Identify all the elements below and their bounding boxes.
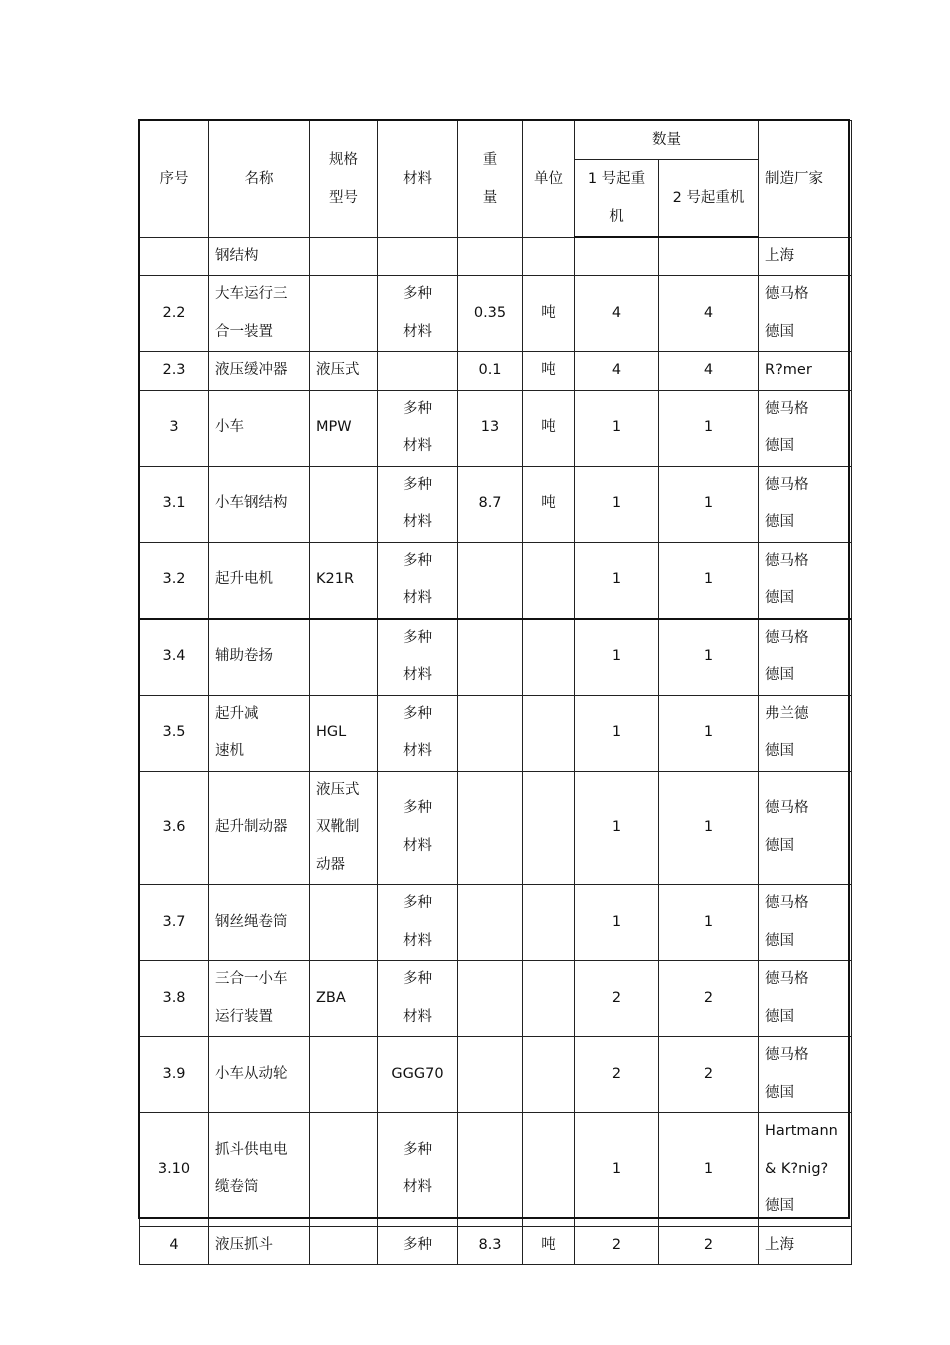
cell-quantity-crane2: 1	[659, 771, 759, 885]
cell-name-line: 小车从动轮	[215, 1065, 288, 1082]
table-row	[140, 1037, 852, 1113]
cell-seq: 2.2	[140, 276, 209, 352]
header-weight	[458, 121, 523, 238]
cell-material-line: 多种	[403, 1236, 432, 1253]
cell-spec	[310, 237, 378, 276]
cell-quantity-crane1: 1	[575, 390, 659, 466]
cell-material-line: 材料	[403, 514, 432, 530]
cell-material	[378, 352, 458, 391]
table-row	[140, 542, 852, 619]
table-row	[140, 466, 852, 542]
cell-seq: 3.1	[140, 466, 209, 542]
cell-weight: 0.35	[458, 276, 523, 352]
cell-maker-line: 德国	[765, 932, 794, 949]
cell-maker	[759, 619, 852, 696]
cell-quantity-crane2: 1	[659, 885, 759, 961]
cell-name-line: 小车	[215, 419, 244, 436]
cell-material-line: 多种	[403, 705, 432, 722]
cell-maker	[759, 961, 852, 1037]
cell-maker	[759, 276, 852, 352]
cell-spec	[310, 771, 378, 885]
cell-seq: 3.4	[140, 619, 209, 696]
header-row	[140, 121, 852, 160]
cell-unit: 吨	[523, 352, 575, 391]
cell-maker-line: Hartmann	[765, 1123, 838, 1139]
cell-maker-line: 弗兰德	[765, 705, 809, 722]
cell-maker-line: 德马格	[765, 895, 809, 911]
cell-quantity-crane2: 2	[659, 961, 759, 1037]
cell-maker-line: & K?nig?	[765, 1160, 829, 1177]
cell-material	[378, 885, 458, 961]
cell-name-line: 起升减	[215, 705, 259, 722]
cell-name-line: 三合一小车	[215, 971, 288, 987]
cell-seq: 3.9	[140, 1037, 209, 1113]
cell-name	[209, 1037, 310, 1113]
cell-quantity-crane2	[659, 237, 759, 276]
table-row	[140, 961, 852, 1037]
cell-material-line: 材料	[403, 667, 432, 683]
cell-weight	[458, 885, 523, 961]
cell-quantity-crane2: 1	[659, 695, 759, 771]
cell-weight	[458, 961, 523, 1037]
cell-material-line: 材料	[403, 323, 432, 340]
cell-quantity-crane2: 2	[659, 1037, 759, 1113]
cell-spec-line: ZBA	[316, 989, 346, 1006]
cell-quantity-crane1: 1	[575, 885, 659, 961]
cell-material	[378, 542, 458, 619]
cell-unit	[523, 619, 575, 696]
cell-spec	[310, 961, 378, 1037]
header-spec-line: 规格	[329, 151, 358, 168]
cell-name	[209, 276, 310, 352]
cell-weight	[458, 1037, 523, 1113]
cell-spec	[310, 885, 378, 961]
cell-name-line: 大车运行三	[215, 286, 288, 302]
cell-quantity-crane1: 2	[575, 1037, 659, 1113]
cell-quantity-crane1: 2	[575, 961, 659, 1037]
cell-quantity-crane2: 4	[659, 352, 759, 391]
header-material: 材料	[378, 121, 458, 238]
cell-seq: 2.3	[140, 352, 209, 391]
cell-material	[378, 390, 458, 466]
cell-name-line: 液压抓斗	[215, 1236, 273, 1253]
table-row	[140, 237, 852, 276]
cell-spec	[310, 352, 378, 391]
cell-seq: 3.8	[140, 961, 209, 1037]
cell-seq: 3.6	[140, 771, 209, 885]
cell-quantity-crane1: 1	[575, 542, 659, 619]
cell-name-line: 缆卷筒	[215, 1179, 259, 1196]
cell-maker-line: 德马格	[765, 971, 809, 987]
cell-name	[209, 1226, 310, 1265]
cell-seq: 4	[140, 1226, 209, 1265]
cell-weight	[458, 695, 523, 771]
cell-quantity-crane2: 1	[659, 1113, 759, 1227]
cell-weight	[458, 619, 523, 696]
cell-spec-line: 双靴制	[316, 819, 360, 835]
cell-maker-line: 德马格	[765, 629, 809, 646]
cell-material	[378, 771, 458, 885]
cell-material	[378, 695, 458, 771]
header-seq: 序号	[140, 121, 209, 238]
cell-name-line: 起升电机	[215, 571, 273, 588]
cell-name	[209, 352, 310, 391]
cell-material-line: 多种	[403, 552, 432, 569]
cell-quantity-crane2: 2	[659, 1226, 759, 1265]
cell-quantity-crane1	[575, 237, 659, 276]
cell-spec-line: MPW	[316, 419, 352, 436]
cell-material-line: 材料	[403, 438, 432, 454]
cell-quantity-crane2: 1	[659, 466, 759, 542]
cell-unit: 吨	[523, 390, 575, 466]
cell-spec	[310, 542, 378, 619]
cell-unit	[523, 771, 575, 885]
cell-material-line: 材料	[403, 743, 432, 759]
cell-name-line: 钢结构	[215, 247, 259, 264]
header-spec-line: 型号	[329, 189, 358, 206]
cell-weight: 0.1	[458, 352, 523, 391]
cell-material-line: 材料	[403, 837, 432, 854]
header-unit: 单位	[523, 121, 575, 238]
cell-maker-line: 德国	[765, 837, 794, 854]
cell-name	[209, 885, 310, 961]
cell-unit: 吨	[523, 466, 575, 542]
table-row	[140, 619, 852, 696]
cell-name-line: 抓斗供电电	[215, 1141, 288, 1158]
cell-material-line: 多种	[403, 286, 432, 302]
cell-maker-line: 德马格	[765, 800, 809, 817]
table-row	[140, 1226, 852, 1265]
cell-material	[378, 619, 458, 696]
cell-quantity-crane1: 4	[575, 276, 659, 352]
cell-unit	[523, 1037, 575, 1113]
cell-material-line: 材料	[403, 590, 432, 606]
header-weight-line: 重	[482, 151, 498, 168]
header-crane1: 1 号起重机	[575, 160, 659, 238]
header-name: 名称	[209, 121, 310, 238]
cell-name-line: 起升制动器	[215, 819, 288, 835]
equipment-table	[139, 120, 852, 1265]
cell-material-line: GGG70	[391, 1065, 444, 1082]
cell-name	[209, 390, 310, 466]
cell-material-line: 材料	[403, 932, 432, 949]
cell-material-line: 多种	[403, 476, 432, 493]
cell-name-line: 钢丝绳卷筒	[215, 913, 288, 930]
cell-spec-line: 液压式	[316, 781, 360, 798]
cell-maker	[759, 1037, 852, 1113]
cell-weight	[458, 1113, 523, 1227]
cell-quantity-crane2: 4	[659, 276, 759, 352]
header-spec	[310, 121, 378, 238]
cell-maker	[759, 1113, 852, 1227]
cell-seq: 3.10	[140, 1113, 209, 1227]
cell-maker	[759, 885, 852, 961]
cell-maker-line: 德马格	[765, 1047, 809, 1063]
cell-name	[209, 542, 310, 619]
cell-name-line: 速机	[215, 743, 244, 759]
cell-name-line: 辅助卷扬	[215, 648, 273, 665]
cell-maker-line: 德国	[765, 1198, 794, 1214]
cell-maker-line: 德马格	[765, 552, 809, 569]
cell-unit	[523, 237, 575, 276]
table-row	[140, 276, 852, 352]
cell-seq: 3.5	[140, 695, 209, 771]
table-row	[140, 352, 852, 391]
cell-spec	[310, 276, 378, 352]
cell-material	[378, 1113, 458, 1227]
cell-spec-line: K21R	[316, 571, 355, 588]
cell-name	[209, 619, 310, 696]
cell-maker-line: 上海	[765, 247, 794, 264]
cell-maker-line: 德国	[765, 667, 794, 683]
cell-maker-line: 德马格	[765, 286, 809, 302]
cell-seq: 3.7	[140, 885, 209, 961]
cell-spec	[310, 1226, 378, 1265]
cell-seq: 3	[140, 390, 209, 466]
cell-maker-line: 德国	[765, 743, 794, 759]
cell-unit	[523, 885, 575, 961]
cell-material	[378, 1037, 458, 1113]
cell-quantity-crane1: 1	[575, 695, 659, 771]
cell-maker	[759, 237, 852, 276]
cell-material	[378, 466, 458, 542]
cell-quantity-crane1: 1	[575, 619, 659, 696]
cell-maker	[759, 695, 852, 771]
cell-unit: 吨	[523, 276, 575, 352]
cell-material-line: 多种	[403, 400, 432, 417]
table-row	[140, 771, 852, 885]
cell-maker	[759, 390, 852, 466]
cell-maker-line: 上海	[765, 1236, 794, 1253]
cell-weight: 8.3	[458, 1226, 523, 1265]
cell-spec	[310, 390, 378, 466]
table-row	[140, 885, 852, 961]
header-crane2: 2 号起重机	[659, 160, 759, 238]
cell-weight	[458, 771, 523, 885]
cell-material	[378, 1226, 458, 1265]
cell-material-line: 材料	[403, 1008, 432, 1025]
cell-name	[209, 1113, 310, 1227]
table-row	[140, 1113, 852, 1227]
cell-weight: 13	[458, 390, 523, 466]
cell-material-line: 材料	[403, 1179, 432, 1196]
cell-maker-line: 德国	[765, 1084, 794, 1101]
cell-material	[378, 237, 458, 276]
cell-spec-line: 液压式	[316, 362, 360, 378]
header-maker: 制造厂家	[759, 121, 852, 238]
cell-maker-line: 德国	[765, 438, 794, 454]
cell-material-line: 多种	[403, 800, 432, 817]
cell-unit: 吨	[523, 1226, 575, 1265]
cell-unit	[523, 542, 575, 619]
cell-name-line: 运行装置	[215, 1008, 273, 1025]
cell-spec-line: HGL	[316, 724, 347, 741]
table-row	[140, 390, 852, 466]
cell-material	[378, 961, 458, 1037]
cell-name	[209, 237, 310, 276]
cell-quantity-crane1: 1	[575, 771, 659, 885]
cell-maker	[759, 466, 852, 542]
cell-seq	[140, 237, 209, 276]
cell-weight: 8.7	[458, 466, 523, 542]
cell-unit	[523, 1113, 575, 1227]
cell-name	[209, 695, 310, 771]
cell-name	[209, 961, 310, 1037]
cell-material-line: 多种	[403, 895, 432, 911]
cell-material-line: 多种	[403, 971, 432, 987]
cell-maker	[759, 1226, 852, 1265]
cell-weight	[458, 237, 523, 276]
cell-spec	[310, 1113, 378, 1227]
cell-unit	[523, 695, 575, 771]
cell-maker-line: 德马格	[765, 400, 809, 417]
cell-quantity-crane2: 1	[659, 619, 759, 696]
cell-name	[209, 771, 310, 885]
cell-maker	[759, 352, 852, 391]
cell-maker-line: 德国	[765, 514, 794, 530]
table-body	[140, 237, 852, 1265]
cell-spec	[310, 1037, 378, 1113]
cell-maker-line: R?mer	[765, 362, 812, 378]
cell-quantity-crane1: 1	[575, 1113, 659, 1227]
cell-material	[378, 276, 458, 352]
cell-material-line: 多种	[403, 1141, 432, 1158]
header-quantity: 数量	[575, 121, 759, 160]
cell-spec	[310, 695, 378, 771]
cell-quantity-crane1: 4	[575, 352, 659, 391]
header-weight-line: 量	[482, 189, 498, 206]
cell-quantity-crane1: 2	[575, 1226, 659, 1265]
cell-maker-line: 德国	[765, 1008, 794, 1025]
cell-material-line: 多种	[403, 629, 432, 646]
cell-name-line: 小车钢结构	[215, 495, 288, 512]
cell-quantity-crane2: 1	[659, 390, 759, 466]
cell-unit	[523, 961, 575, 1037]
cell-spec-line: 动器	[316, 856, 345, 873]
cell-quantity-crane1: 1	[575, 466, 659, 542]
cell-maker	[759, 542, 852, 619]
cell-weight	[458, 542, 523, 619]
cell-seq: 3.2	[140, 542, 209, 619]
cell-spec	[310, 466, 378, 542]
cell-maker-line: 德马格	[765, 476, 809, 493]
cell-name	[209, 466, 310, 542]
cell-maker	[759, 771, 852, 885]
cell-name-line: 合一装置	[215, 323, 273, 340]
table-row	[140, 695, 852, 771]
cell-name-line: 液压缓冲器	[215, 362, 288, 378]
cell-spec	[310, 619, 378, 696]
cell-maker-line: 德国	[765, 590, 794, 606]
cell-quantity-crane2: 1	[659, 542, 759, 619]
cell-maker-line: 德国	[765, 323, 794, 340]
